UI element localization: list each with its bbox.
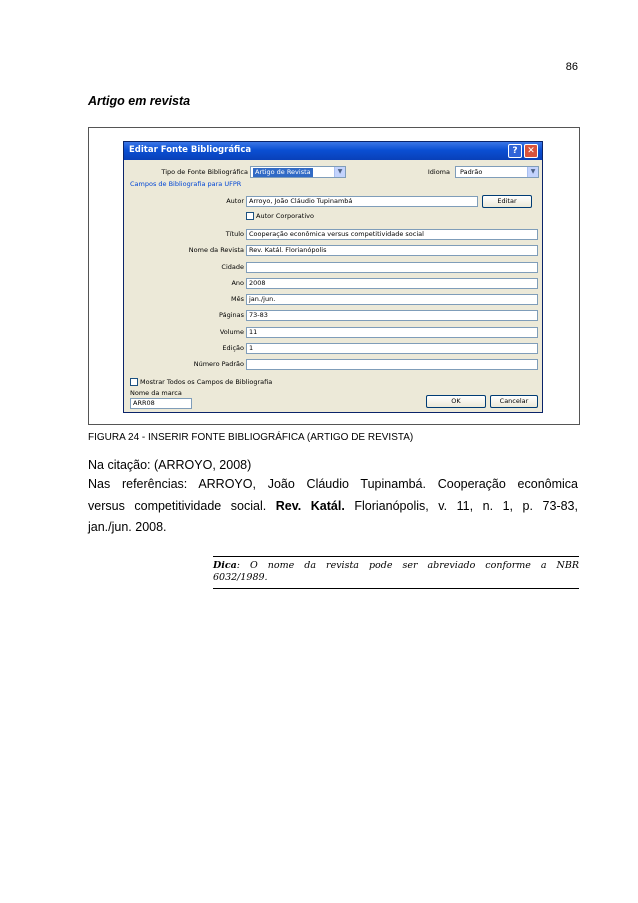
tag-name-label: Nome da marca xyxy=(130,389,182,397)
language-value: Padrão xyxy=(460,168,483,176)
tip-box xyxy=(213,556,579,589)
edit-button[interactable]: Editar xyxy=(482,195,532,208)
corporate-author-label: Autor Corporativo xyxy=(256,212,314,220)
language-label: Idioma xyxy=(427,168,450,176)
title-field[interactable]: Cooperação econômica versus competitividade social xyxy=(246,229,538,240)
pages-label: Páginas xyxy=(218,311,244,319)
author-field[interactable]: Arroyo, João Cláudio Tupinambá xyxy=(246,196,478,207)
show-all-fields-label: Mostrar Todos os Campos de Bibliografia xyxy=(140,378,273,386)
figure-caption: FIGURA 24 - INSERIR FONTE BIBLIOGRÁFICA (ARTIGO DE REVISTA) xyxy=(88,432,414,443)
show-all-fields-checkbox[interactable] xyxy=(130,378,138,386)
figure-screenshot xyxy=(88,127,580,425)
edit-source-dialog xyxy=(123,141,543,413)
year-field[interactable]: 2008 xyxy=(246,278,538,289)
source-type-value: Artigo de Revista xyxy=(255,168,311,176)
month-label: Mês xyxy=(231,295,244,303)
close-icon[interactable]: ✕ xyxy=(524,144,538,158)
month-field[interactable]: jan./jun. xyxy=(246,294,538,305)
reference-example xyxy=(88,474,578,539)
volume-label: Volume xyxy=(219,328,244,336)
reference-line-3: jan./jun. 2008. xyxy=(88,520,167,534)
tip-line-2: 6032/1989. xyxy=(213,572,268,583)
city-label: Cidade xyxy=(221,263,244,271)
reference-text: versus competitividade social. xyxy=(88,498,276,513)
cancel-button[interactable]: Cancelar xyxy=(490,395,538,408)
citation-example: Na citação: (ARROYO, 2008) xyxy=(88,458,252,472)
help-icon[interactable]: ? xyxy=(508,144,522,158)
pages-field[interactable]: 73-83 xyxy=(246,310,538,321)
reference-text: Florianópolis, v. 11, n. 1, p. 73-83, xyxy=(344,498,578,513)
language-select[interactable] xyxy=(455,166,539,178)
edition-field[interactable]: 1 xyxy=(246,343,538,354)
tag-name-field[interactable]: ARR08 xyxy=(130,398,192,409)
standard-number-label: Número Padrão xyxy=(193,360,244,368)
standard-number-field[interactable] xyxy=(246,359,538,370)
chevron-down-icon[interactable]: ▼ xyxy=(334,167,345,177)
reference-line-1: Nas referências: ARROYO, João Cláudio Tupinambá. Cooperação econômica xyxy=(88,477,578,491)
dialog-titlebar[interactable] xyxy=(124,142,542,160)
reference-line-2 xyxy=(88,496,578,518)
bibliography-group-label: Campos de Bibliografia para UFPR xyxy=(130,180,242,188)
volume-field[interactable]: 11 xyxy=(246,327,538,338)
journal-name-field[interactable]: Rev. Katál. Florianópolis xyxy=(246,245,538,256)
year-label: Ano xyxy=(231,279,244,287)
author-label: Autor xyxy=(226,197,244,205)
corporate-author-checkbox[interactable] xyxy=(246,212,254,220)
ok-button[interactable]: OK xyxy=(426,395,486,408)
section-title: Artigo em revista xyxy=(88,94,191,108)
journal-abbreviation: Rev. Katál. xyxy=(275,498,345,513)
tip-label: Dica xyxy=(213,560,237,571)
chevron-down-icon[interactable]: ▼ xyxy=(527,167,538,177)
tip-line-1 xyxy=(213,560,579,572)
tip-text: : O nome da revista pode ser abreviado conforme a NBR xyxy=(236,560,579,571)
journal-name-label: Nome da Revista xyxy=(188,246,244,254)
source-type-select[interactable] xyxy=(250,166,346,178)
city-field[interactable] xyxy=(246,262,538,273)
dialog-title: Editar Fonte Bibliográfica xyxy=(129,145,252,155)
title-label: Título xyxy=(225,230,244,238)
source-type-label: Tipo de Fonte Bibliográfica xyxy=(161,168,248,176)
edition-label: Edição xyxy=(222,344,244,352)
page-number: 86 xyxy=(565,61,578,73)
